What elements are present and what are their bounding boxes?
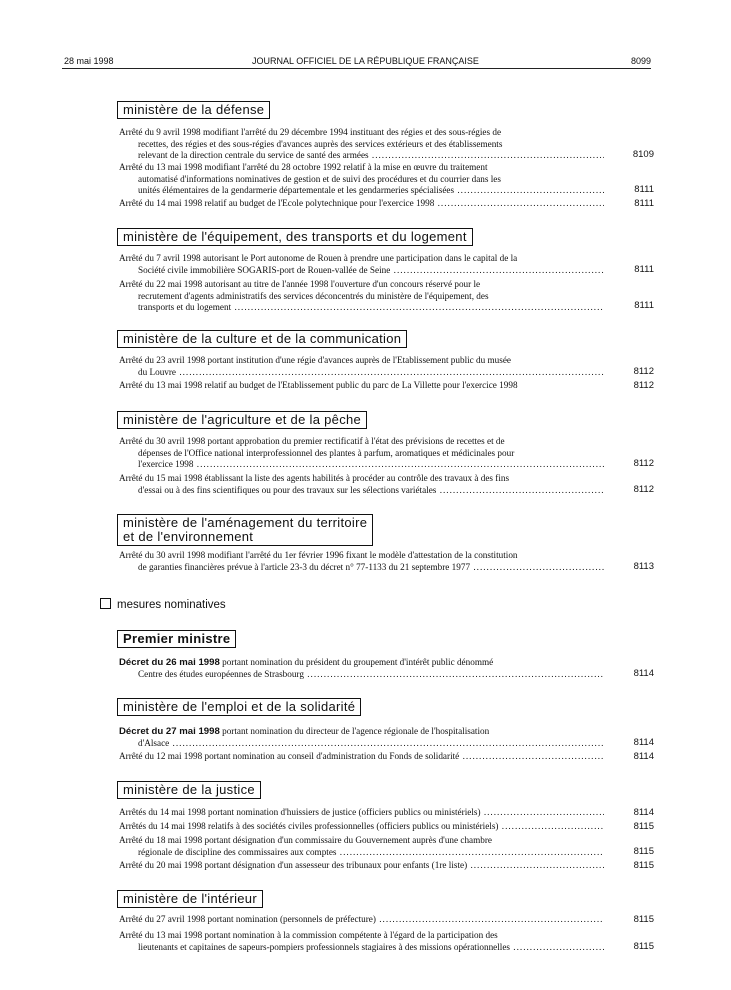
- entry: [119, 657, 604, 680]
- entry-page: 8112: [633, 380, 654, 391]
- entry-line: régionale de discipline des commissaires aux comptes .....: [119, 847, 604, 859]
- entry-line-text: portant nomination du président du groupement d'intérêt public dénommé: [219, 657, 494, 667]
- section-title-premier-ministre: Premier ministre: [117, 630, 236, 648]
- section-title-defense: ministère de la défense: [117, 101, 270, 119]
- entry: [119, 198, 604, 210]
- entry-line: Arrêté du 23 avril 1998 portant institution d'une régie d'avances auprès de l'Etablissement public du musée: [119, 355, 512, 365]
- entry-line: Arrêté du 27 avril 1998 portant nomination (personnels de préfecture) .....: [119, 914, 604, 926]
- entry: [119, 930, 604, 953]
- entry-line: Arrêté du 30 avril 1998 portant approbation du premier rectificatif à l'état des prévisions de recettes et de: [119, 436, 505, 446]
- entry-bold: Décret du 26 mai 1998: [119, 657, 220, 668]
- entry-line: Arrêté du 13 mai 1998 portant nomination à la commission compétente à l'égard de la participation des: [119, 930, 498, 940]
- entry: [119, 253, 604, 276]
- entry: [119, 380, 604, 392]
- section-title-line: ministère de l'aménagement du territoire: [123, 515, 368, 530]
- entry-page: 8114: [633, 751, 654, 762]
- entry-line: Société civile immobilière SOGARIS-port de Rouen-vallée de Seine .....: [119, 265, 604, 277]
- entry-page: 8111: [634, 198, 654, 209]
- entry-bold: Décret du 27 mai 1998: [119, 726, 220, 737]
- entry: [119, 751, 604, 763]
- entry: [119, 162, 604, 197]
- entry-page: 8112: [633, 366, 654, 377]
- entry-page: 8115: [633, 941, 654, 952]
- entry-line: [119, 657, 604, 669]
- entry-line: unités élémentaires de la gendarmerie départementale et les gendarmeries spécialisées .....: [119, 185, 604, 197]
- entry: [119, 550, 604, 573]
- entry: [119, 860, 604, 872]
- entry-page: 8115: [633, 821, 654, 832]
- section-title-emploi: ministère de l'emploi et de la solidarité: [117, 698, 361, 716]
- entry-page: 8112: [633, 458, 654, 469]
- entry-page: 8115: [633, 846, 654, 857]
- entry-line: l'exercice 1998 .....: [119, 459, 604, 471]
- entry-line: Arrêtés du 14 mai 1998 portant nomination d'huissiers de justice (officiers publics ou ministériels) .....: [119, 807, 604, 819]
- section-title-line: et de l'environnement: [123, 529, 254, 544]
- section-title-amenagement: [117, 514, 373, 546]
- entry-page: 8114: [633, 807, 654, 818]
- entry-page: 8114: [633, 668, 654, 679]
- section-title-equipement: ministère de l'équipement, des transports et du logement: [117, 228, 473, 246]
- checkbox-square-icon: [100, 598, 111, 609]
- entry-page: 8111: [634, 264, 654, 275]
- entry-line: du Louvre .....: [119, 367, 604, 379]
- entry-line: dépenses de l'Office national interprofessionnel des plantes à parfum, aromatiques et médicinales pour: [138, 447, 515, 458]
- entry-page: 8113: [633, 561, 654, 572]
- section-title-culture: ministère de la culture et de la communication: [117, 330, 407, 348]
- entry-line: lieutenants et capitaines de sapeurs-pompiers professionnels stagiaires à des missions opérationnelles .....: [119, 942, 604, 954]
- section-title-interieur: ministère de l'intérieur: [117, 890, 263, 908]
- entry-line-text: portant nomination du directeur de l'agence régionale de l'hospitalisation: [219, 726, 490, 736]
- entry-page: 8114: [633, 737, 654, 748]
- entry-line: Arrêté du 30 avril 1998 modifiant l'arrêté du 1er février 1996 fixant le modèle d'attestation de la constitution: [119, 550, 518, 560]
- entry-line: d'Alsace .....: [119, 738, 604, 750]
- entry-line: d'essai ou à des fins scientifiques ou pour des travaux sur les sélections variétales .....: [119, 485, 604, 497]
- entry-line: Arrêté du 9 avril 1998 modifiant l'arrêté du 29 décembre 1994 instituant des régies et des sous-régies de: [119, 127, 502, 137]
- entry-line: Arrêté du 22 mai 1998 autorisant au titre de l'année 1998 l'ouverture d'un concours réservé pour le: [119, 279, 481, 289]
- entry-line: de garanties financières prévue à l'article 23-3 du décret n° 77-1133 du 21 septembre 1977 .....: [119, 562, 604, 574]
- header-date: 28 mai 1998: [64, 56, 114, 66]
- entry-page: 8111: [634, 184, 654, 195]
- entry-line: recettes, des régies et des sous-régies d'avances auprès des services extérieurs et des établissements: [138, 138, 503, 149]
- entry: [119, 835, 604, 858]
- entry: [119, 355, 604, 378]
- nominative-heading-label: mesures nominatives: [117, 599, 226, 611]
- entry-page: 8115: [633, 860, 654, 871]
- entry-page: 8112: [633, 484, 654, 495]
- header-rule: [62, 68, 651, 69]
- entry-line: relevant de la direction centrale du service de santé des armées .....: [119, 150, 604, 162]
- entry-line: Arrêté du 13 mai 1998 relatif au budget de l'Etablissement public du parc de La Villette pour l'exercice 1998: [119, 380, 518, 390]
- entry-line: transports et du logement .....: [119, 302, 604, 314]
- entry: [119, 914, 604, 926]
- entry: [119, 807, 604, 819]
- entry-line: Arrêté du 7 avril 1998 autorisant le Port autonome de Rouen à prendre une participation dans le capital de la: [119, 253, 518, 263]
- entry-page: 8111: [634, 300, 654, 311]
- section-title-agriculture: ministère de l'agriculture et de la pêche: [117, 411, 367, 429]
- entry-line: Arrêté du 14 mai 1998 relatif au budget de l'Ecole polytechnique pour l'exercice 1998 .....: [119, 198, 604, 210]
- section-title-justice: ministère de la justice: [117, 781, 261, 799]
- entry-line: automatisé d'informations nominatives de gestion et de suivi des procédures et du courrier dans les: [138, 173, 501, 184]
- entry-line: Arrêté du 20 mai 1998 portant désignation d'un assesseur des tribunaux pour enfants (1re liste) .....: [119, 860, 604, 872]
- entry-line: Arrêté du 15 mai 1998 établissant la liste des agents habilités à procéder au contrôle des travaux à des fins: [119, 473, 510, 483]
- entry-line: Arrêtés du 14 mai 1998 relatifs à des sociétés civiles professionnelles (officiers publics ou ministériels) .....: [119, 821, 604, 833]
- nominative-heading: [100, 598, 226, 611]
- entry-page: 8109: [632, 149, 654, 160]
- journal-title: JOURNAL OFFICIEL DE LA RÉPUBLIQUE FRANÇAISE: [252, 56, 479, 66]
- entry: [119, 436, 604, 471]
- page-number: 8099: [630, 56, 651, 66]
- entry-line: recrutement d'agents administratifs des services déconcentrés du ministère de l'équipement, des: [138, 290, 489, 301]
- entry: [119, 279, 604, 314]
- entry-page: 8115: [633, 914, 654, 925]
- entry-line: Arrêté du 12 mai 1998 portant nomination au conseil d'administration du Fonds de solidarité .....: [119, 751, 604, 763]
- entry: [119, 473, 604, 496]
- entry: [119, 127, 604, 162]
- entry-line: Arrêté du 18 mai 1998 portant désignation d'un commissaire du Gouvernement auprès d'une chambre: [119, 835, 493, 845]
- entry-line: Arrêté du 13 mai 1998 modifiant l'arrêté du 28 octobre 1992 relatif à la mise en œuvre du traitement: [119, 162, 488, 172]
- entry: [119, 726, 604, 749]
- entry: [119, 821, 604, 833]
- entry-line: [119, 726, 604, 738]
- entry-line: Centre des études européennes de Strasbourg .....: [119, 669, 604, 681]
